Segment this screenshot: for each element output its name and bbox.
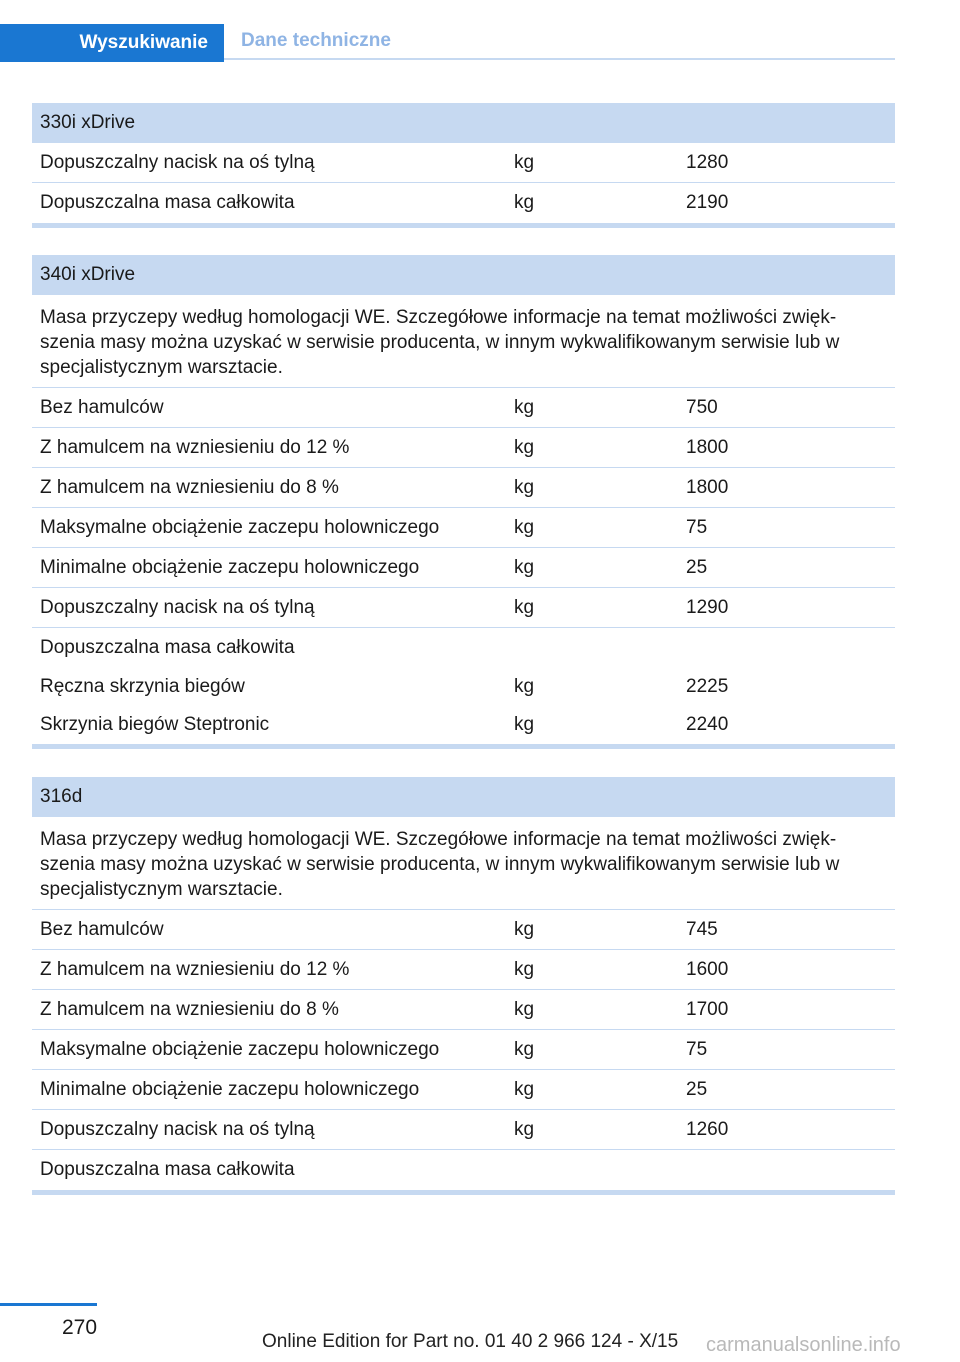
row-unit: kg [514, 958, 535, 980]
row-value: 1700 [686, 998, 729, 1020]
row-unit: kg [514, 1078, 535, 1100]
table-row [32, 508, 895, 548]
row-unit: kg [514, 714, 535, 735]
table-note: Masa przyczepy według homologacji WE. Szczegółowe informacje na temat możliwości zwięk-szenia masy można uzyskać w serwisie producenta, w innym wykwalifikowanym serwisie lub w specjalistycznym warsztacie. [32, 817, 895, 910]
row-value: 1800 [686, 436, 729, 458]
group-label: Dopuszczalna masa całkowita [40, 1159, 295, 1180]
table-note: Masa przyczepy według homologacji WE. Szczegółowe informacje na temat możliwości zwięk-szenia masy można uzyskać w serwisie producenta, w innym wykwalifikowanym serwisie lub w specjalistycznym warsztacie. [32, 295, 895, 388]
row-label: Minimalne obciążenie zaczepu holowniczego [40, 1078, 420, 1100]
spec-table-340i [32, 255, 895, 749]
table-row [32, 950, 895, 990]
header-tabs [0, 24, 895, 62]
spec-table-316d [32, 777, 895, 1195]
spec-table-330i [32, 103, 895, 228]
row-label: Dopuszczalny nacisk na oś tylną [40, 151, 315, 173]
row-label: Z hamulcem na wzniesieniu do 12 % [40, 436, 350, 458]
table-end-bar [32, 1190, 895, 1195]
table-title: 316d [32, 777, 895, 817]
watermark: carmanualsonline.info [706, 1334, 901, 1356]
row-value: 1800 [686, 476, 729, 498]
table-row [32, 548, 895, 588]
row-label: Maksymalne obciążenie zaczepu holowniczego [40, 1038, 440, 1060]
row-unit: kg [514, 436, 535, 458]
page-number: 270 [62, 1316, 98, 1339]
row-unit: kg [514, 596, 535, 618]
table-title: 340i xDrive [32, 255, 895, 295]
row-label: Z hamulcem na wzniesieniu do 12 % [40, 958, 350, 980]
row-unit: kg [514, 192, 535, 213]
table-row [32, 1070, 895, 1110]
table-row [32, 428, 895, 468]
footer-accent-line [0, 1303, 97, 1306]
table-row [32, 588, 895, 628]
row-label: Dopuszczalny nacisk na oś tylną [40, 1118, 315, 1140]
tab-wyszukiwanie[interactable]: Wyszukiwanie [0, 24, 224, 62]
row-unit: kg [514, 476, 535, 498]
row-value: 1290 [686, 596, 729, 618]
group-label: Dopuszczalna masa całkowita [40, 637, 295, 658]
row-value: 750 [686, 396, 718, 418]
table-end-bar [32, 744, 895, 749]
row-unit: kg [514, 556, 535, 578]
row-value: 745 [686, 918, 718, 940]
table-row [32, 668, 895, 706]
row-unit: kg [514, 676, 535, 697]
edition-text: Online Edition for Part no. 01 40 2 966 124 - X/15 [262, 1331, 679, 1352]
row-unit: kg [514, 516, 535, 538]
row-unit: kg [514, 396, 535, 418]
table-row [32, 388, 895, 428]
row-value: 1280 [686, 151, 729, 173]
table-row [32, 910, 895, 950]
row-label: Maksymalne obciążenie zaczepu holowniczego [40, 516, 440, 538]
row-unit: kg [514, 918, 535, 940]
table-row [32, 468, 895, 508]
table-row [32, 706, 895, 744]
row-unit: kg [514, 1118, 535, 1140]
table-row [32, 1110, 895, 1150]
table-group-label-row [32, 628, 895, 668]
row-value: 75 [686, 1038, 708, 1060]
table-title: 330i xDrive [32, 103, 895, 143]
row-label: Dopuszczalny nacisk na oś tylną [40, 596, 315, 618]
table-end-bar [32, 223, 895, 228]
row-label: Bez hamulców [40, 918, 164, 940]
row-label: Minimalne obciążenie zaczepu holowniczego [40, 556, 420, 578]
row-value: 2225 [686, 676, 729, 697]
row-unit: kg [514, 998, 535, 1020]
row-value: 2240 [686, 714, 729, 735]
row-value: 25 [686, 556, 708, 578]
row-label: Z hamulcem na wzniesieniu do 8 % [40, 998, 339, 1020]
row-label: Z hamulcem na wzniesieniu do 8 % [40, 476, 339, 498]
row-value: 2190 [686, 192, 729, 213]
row-label: Bez hamulców [40, 396, 164, 418]
row-value: 1600 [686, 958, 729, 980]
tab-dane-techniczne[interactable]: Dane techniczne [224, 24, 895, 60]
table-group-label-row [32, 1150, 895, 1190]
row-unit: kg [514, 151, 535, 173]
row-value: 25 [686, 1078, 708, 1100]
table-row [32, 1030, 895, 1070]
row-value: 1260 [686, 1118, 729, 1140]
row-value: 75 [686, 516, 708, 538]
row-label: Dopuszczalna masa całkowita [40, 192, 295, 213]
table-row [32, 143, 895, 183]
table-row [32, 183, 895, 223]
table-row [32, 990, 895, 1030]
row-label: Ręczna skrzynia biegów [40, 676, 245, 697]
row-unit: kg [514, 1038, 535, 1060]
row-label: Skrzynia biegów Steptronic [40, 714, 270, 735]
